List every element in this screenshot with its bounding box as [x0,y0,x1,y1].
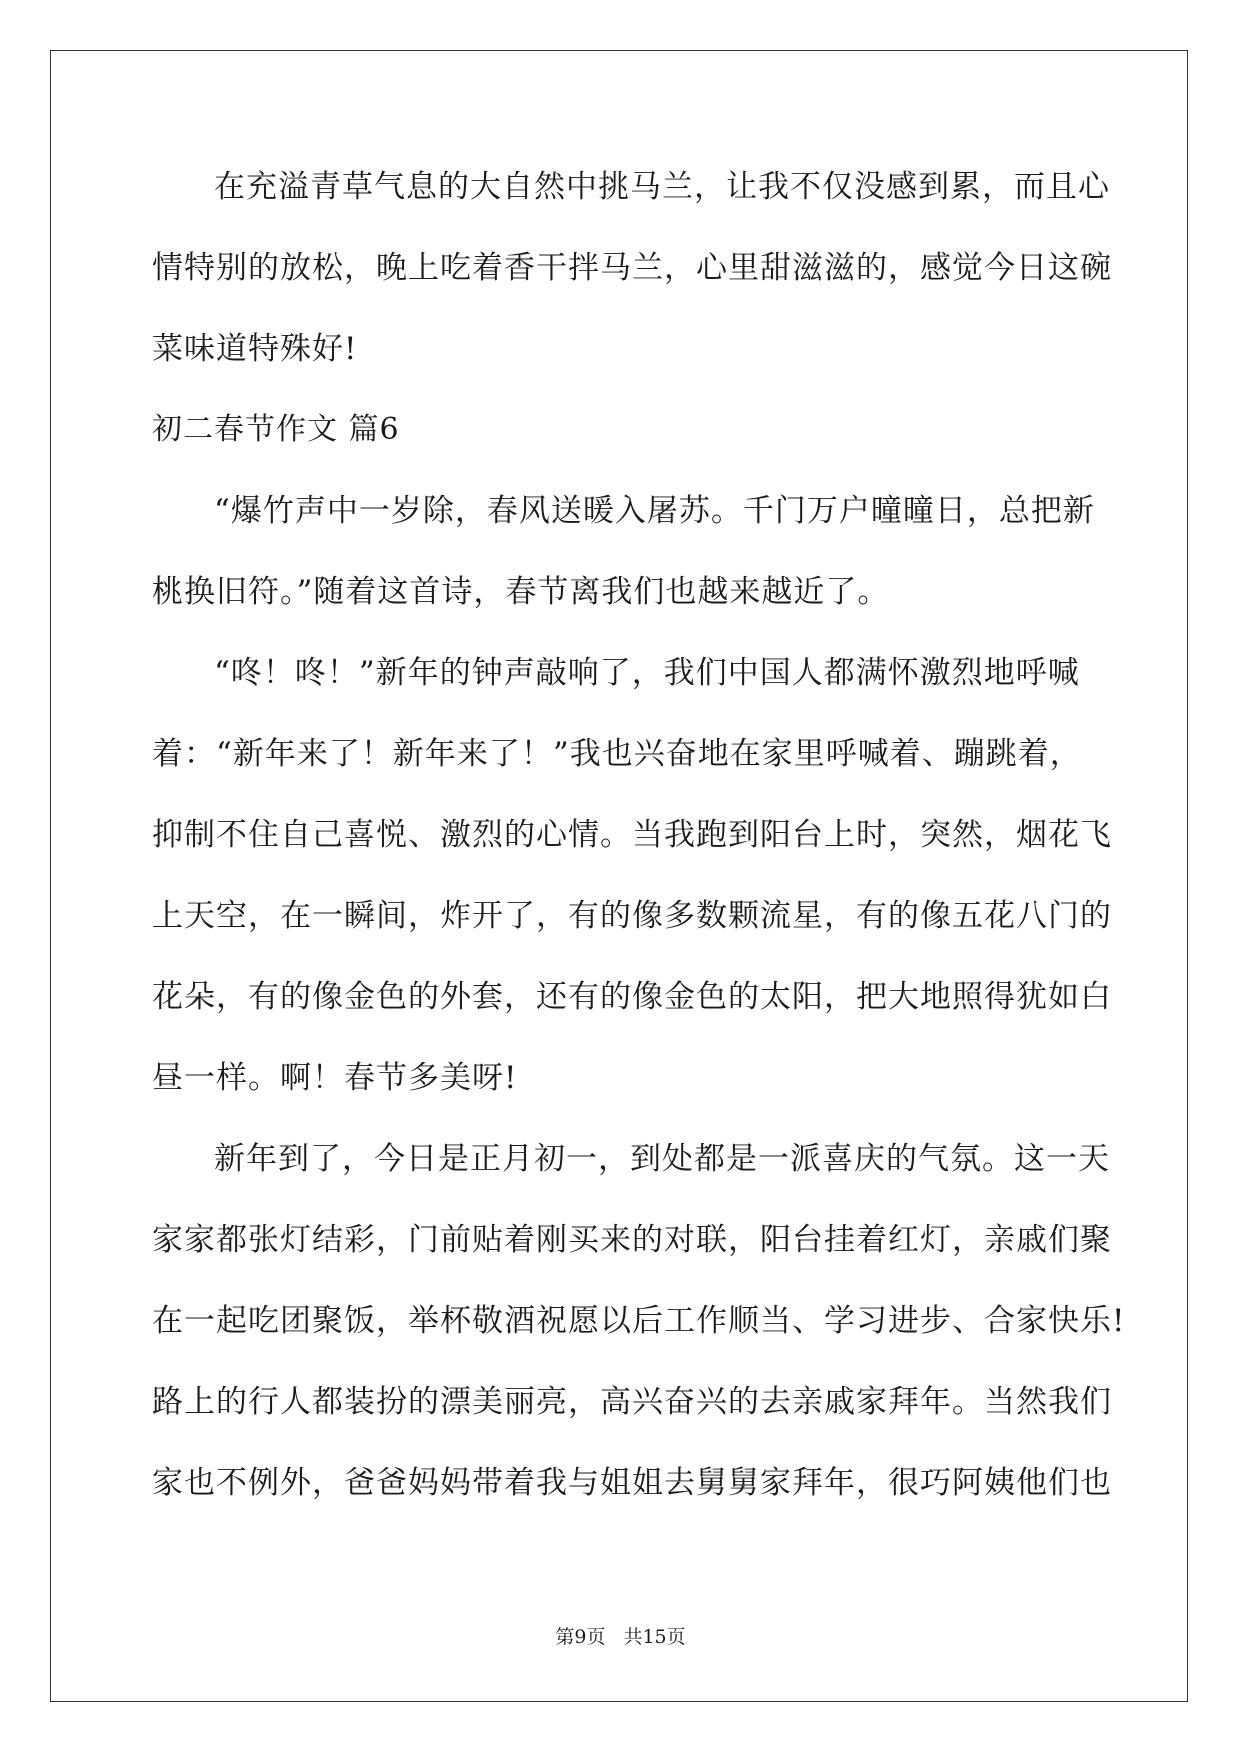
paragraph-line: “咚！咚！”新年的钟声敲响了，我们中国人都满怀激烈地呼喊 [214,655,1080,691]
total-prefix: 共 [623,1626,643,1648]
page-number: 9 [574,1626,587,1648]
paragraph-line: 抑制不住自己喜悦、激烈的心情。当我跑到阳台上时，突然，烟花飞 [152,817,1112,853]
paragraph-line: 路上的行人都装扮的漂美丽亮，高兴奋兴的去亲戚家拜年。当然我们 [152,1384,1112,1420]
paragraph-line: 菜味道特殊好! [152,331,358,367]
paragraph-line: 昼一样。啊！春节多美呀! [152,1060,518,1096]
page-suffix: 页 [586,1626,606,1648]
paragraph-line: 花朵，有的像金色的外套，还有的像金色的太阳，把大地照得犹如白 [152,979,1112,1015]
document-body [152,162,1126,1539]
paragraph-line: 桃换旧符。”随着这首诗，春节离我们也越来越近了。 [152,574,890,610]
paragraph-line: 情特别的放松，晚上吃着香干拌马兰，心里甜滋滋的，感觉今日这碗 [152,250,1112,286]
paragraph-line: 着：“新年来了！新年来了！”我也兴奋地在家里呼喊着、蹦跳着， [152,736,1082,772]
page-footer [0,1622,1241,1649]
paragraph-line: 上天空，在一瞬间，炸开了，有的像多数颗流星，有的像五花八门的 [152,898,1112,934]
section-heading: 初二春节作文 篇6 [152,412,400,447]
paragraph-line: 新年到了，今日是正月初一，到处都是一派喜庆的气氛。这一天 [214,1141,1110,1177]
paragraph-line: 家家都张灯结彩，门前贴着刚买来的对联，阳台挂着红灯，亲戚们聚 [152,1222,1112,1258]
paragraph-line: “爆竹声中一岁除，春风送暖入屠苏。千门万户曈曈日，总把新 [214,493,1095,529]
total-suffix: 页 [666,1626,686,1648]
total-pages: 15 [642,1626,667,1648]
paragraph-line: 在充溢青草气息的大自然中挑马兰，让我不仅没感到累，而且心 [214,169,1110,205]
paragraph-line: 在一起吃团聚饭，举杯敬酒祝愿以后工作顺当、学习进步、合家快乐! [152,1303,1126,1339]
page-prefix: 第 [555,1626,575,1648]
paragraph-line: 家也不例外，爸爸妈妈带着我与姐姐去舅舅家拜年，很巧阿姨他们也 [152,1465,1112,1501]
